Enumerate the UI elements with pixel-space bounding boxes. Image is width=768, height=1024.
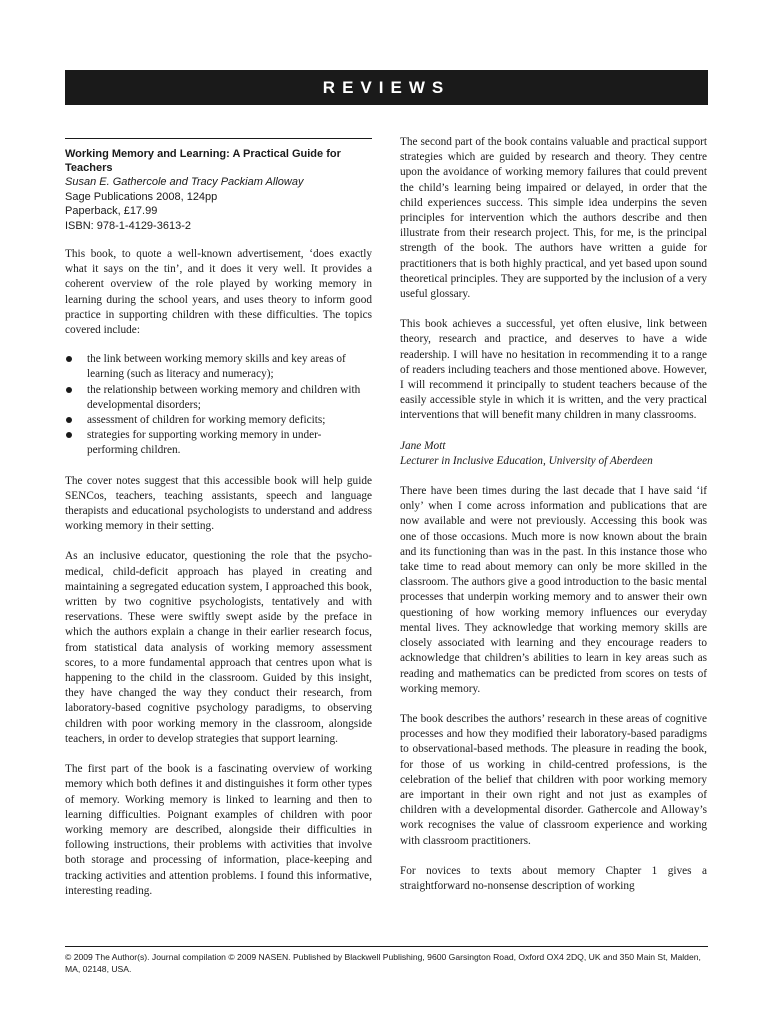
reviewer-title: Lecturer in Inclusive Education, University of Aberdeen bbox=[400, 454, 653, 467]
paragraph: There have been times during the last decade that I have said ‘if only’ when I come across information and publications that are now available and were not previously. Accessing this book was one of those occasions. Much more is now known about the brain and its functioning than was in the past. In this instance those who take time to read about memory can only be more skilled in the classroom. The authors give a good introduction to the basic mental processes that underpin working memory and to answer their own questioning of how working memory influences our everyday mental lives. They acknowledge that working memory skills are closely associated with learning and they encourage readers to acknowledge that children’s abilities to learn in key areas such as reading and mathematics can be predicted from scores on tests of working memory. bbox=[400, 485, 707, 695]
paragraph: This book achieves a successful, yet often elusive, link between theory, research and practice, and deserves to have a wide readership. I will have no hesitation in recommending it to a range of readers including teachers and those mentioned above. However, I will recommend it principally to student teachers because of the easily accessible style in which it is written, and the very practical interventions that will benefit many children in many classrooms. bbox=[400, 318, 707, 422]
list-item: the relationship between working memory and children with developmental disorders; bbox=[65, 383, 372, 413]
list-item: the link between working memory skills and key areas of learning (such as literacy and numeracy); bbox=[65, 352, 372, 382]
topics-list bbox=[65, 352, 372, 458]
book-publisher: Sage Publications 2008, 124pp bbox=[65, 190, 218, 203]
bullet-icon bbox=[66, 387, 72, 393]
book-authors: Susan E. Gathercole and Tracy Packiam Alloway bbox=[65, 176, 304, 188]
bullet-icon bbox=[66, 432, 72, 438]
bullet-icon bbox=[66, 417, 72, 423]
bullet-icon bbox=[66, 356, 72, 362]
paragraph: The cover notes suggest that this accessible book will help guide SENCos, teachers, teaching assistants, speech and language therapists and educational psychologists to understand and address working memory in their setting. bbox=[65, 474, 372, 533]
book-title: Working Memory and Learning: A Practical Guide for Teachers bbox=[65, 148, 341, 174]
paragraph: For novices to texts about memory Chapter 1 gives a straightforward no-nonsense description of working bbox=[400, 864, 707, 892]
right-column bbox=[400, 135, 707, 894]
paragraph: The second part of the book contains valuable and practical support strategies which are guided by research and theory. They centre upon the avoidance of working memory failures that could prevent the child’s learning being impaired or delayed, in order that the child experiences success. This simple idea underpins the seven principles for intervention which the authors describe and then illustrate from their research project. This, for me, is the principal strength of the book. The authors have written a guide for practitioners that is both highly practical, and yet based upon sound theoretical principles. They are supported by the inclusion of a very useful glossary. bbox=[400, 136, 707, 301]
review-metadata bbox=[65, 147, 372, 233]
paragraph: As an inclusive educator, questioning the role that the psycho-medical, child-deficit approach has played in creating and maintaining a segregated education system, I approached this book, written by two cognitive psychologists, tentatively and with reservations. These were swiftly swept aside by the preface in which the authors explain a change in their earlier research focus, from statistical data analysis of working memory assessment scores, to a more fundamental approach that centres upon what is happening to the child in the classroom. Guided by this insight, they have changed the way they conduct their research, from laboratory-based cognitive psychology paradigms, to observing children with poor working memory in the classroom, alongside teachers, in order to develop strategies that support learning. bbox=[65, 550, 372, 745]
copyright-footer bbox=[65, 946, 708, 975]
reviewer-name: Jane Mott bbox=[400, 439, 446, 452]
copyright-text: © 2009 The Author(s). Journal compilation © 2009 NASEN. Published by Blackwell Publishing, 9600 Garsington Road, Oxford OX4 2DQ, UK and 350 Main St, Malden, MA, 02148, USA. bbox=[65, 952, 701, 974]
book-isbn: ISBN: 978-1-4129-3613-2 bbox=[65, 219, 191, 232]
book-format-price: Paperback, £17.99 bbox=[65, 205, 158, 217]
section-banner bbox=[65, 70, 708, 105]
paragraph: The book describes the authors’ research in these areas of cognitive processes and how they modified their laboratory-based paradigms to observational-based methods. The pleasure in reading the book, for those of us working in child-centred professions, is the celebration of the belief that children with poor working memory are important in their own right and not just as examples of children with a developmental disorder. Gathercole and Alloway’s work recognises the value of classroom experience and working with classroom practitioners. bbox=[400, 712, 707, 847]
list-item: strategies for supporting working memory in under-performing children. bbox=[65, 428, 372, 458]
reviewer-signature bbox=[400, 439, 707, 469]
list-item: assessment of children for working memory deficits; bbox=[65, 413, 372, 428]
section-title: REVIEWS bbox=[322, 77, 451, 97]
paragraph: The first part of the book is a fascinating overview of working memory which both defines it and distinguishes it form other types of memory. Working memory is linked to learning and then to learning difficulties. Poignant examples of children with poor working memory are described, alongside their difficulties in following instructions, their problems with activities that involve both storage and processing of information, place-keeping and tracking activities and attention problems. I found this informative, interesting reading. bbox=[65, 763, 372, 897]
paragraph: This book, to quote a well-known advertisement, ‘does exactly what it says on the tin’, and it does it very well. It provides a coherent overview of the role played by working memory in learning during the school years, and uses theory to inform good practice in supporting children with these difficulties. The topics covered include: bbox=[65, 248, 372, 337]
left-column bbox=[65, 138, 372, 899]
